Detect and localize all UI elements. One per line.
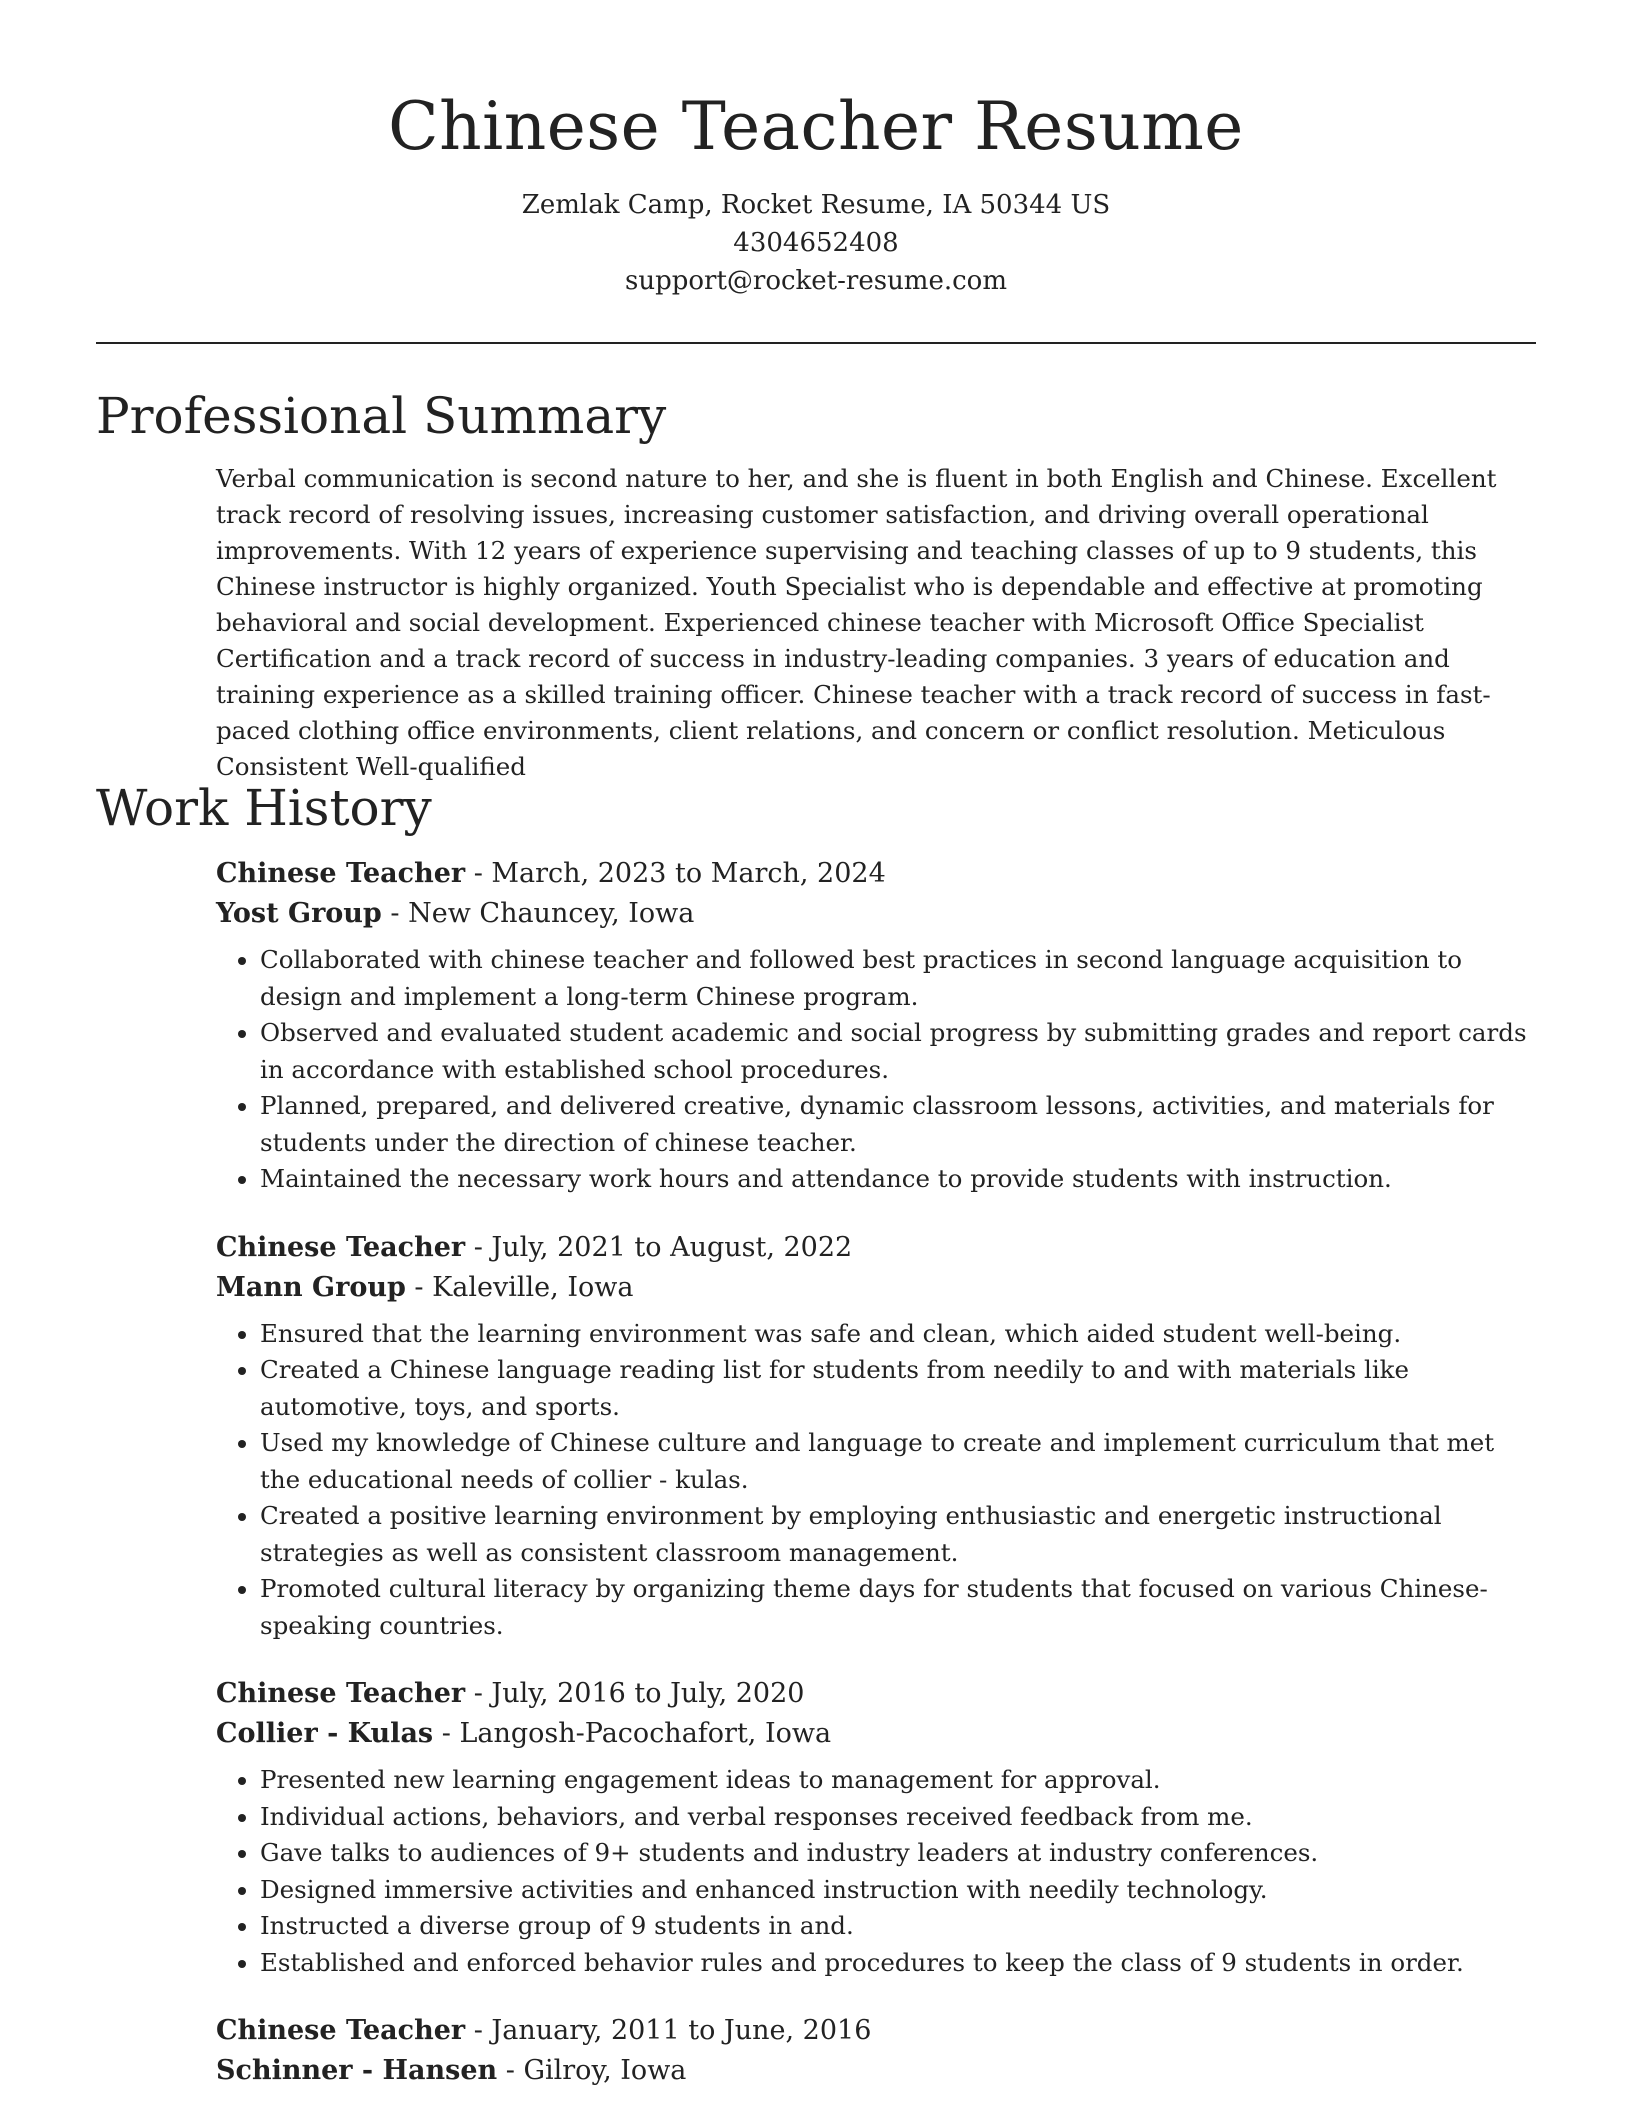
job-bullet: • Gave talks to audiences of 9+ students and industry leaders at industry conferences.	[260, 1835, 1538, 1872]
job-title: Chinese Teacher	[216, 858, 466, 889]
job-title-line: Chinese Teacher - July, 2021 to August, 2022	[216, 1231, 853, 1263]
job-title-line: Chinese Teacher - July, 2016 to July, 2020	[216, 1678, 805, 1709]
header-divider	[96, 342, 1536, 344]
contact-email: support@rocket-resume.com	[624, 266, 1007, 296]
job-dates: July, 2021 to August, 2022	[491, 1231, 853, 1263]
contact-phone: 4304652408	[733, 228, 899, 258]
job-title: Chinese Teacher	[216, 1678, 466, 1709]
job-title-line: Chinese Teacher - March, 2023 to March, 2024	[216, 858, 886, 889]
summary-text: Verbal communication is second nature to her, and she is fluent in both English and Chinese. Excellent track record of resolving issues, increasing customer satisfaction, and driving overall operational improvements. With 12 years of experience supervising and teaching classes of up to 9 students, this Chinese instructor is highly organized. Youth Specialist who is dependable and effective at promoting behavioral and social development. Experienced chinese teacher with Microsoft Office Specialist Certification and a track record of success in industry-leading companies. 3 years of education and training experience as a skilled training officer. Chinese teacher with a track record of success in fast-paced clothing office environments, client relations, and concern or conflict resolution. Meticulous Consistent Well-qualified	[216, 464, 1497, 781]
job-bullet: • Established and enforced behavior rules and procedures to keep the class of 9 students in order.	[260, 1945, 1538, 1982]
job-bullet: • Planned, prepared, and delivered creative, dynamic classroom lessons, activities, and materials for students under the direction of chinese teacher.	[260, 1088, 1538, 1161]
job-company: Collier - Kulas	[216, 1718, 434, 1749]
job-bullet: • Individual actions, behaviors, and verbal responses received feedback from me.	[260, 1799, 1538, 1836]
job-dates: July, 2016 to July, 2020	[491, 1678, 805, 1709]
job-entry	[216, 854, 1538, 1198]
job-company: Yost Group	[216, 898, 382, 929]
job-bullet: • Promoted cultural literacy by organizing theme days for students that focused on various Chinese-speaking countries.	[260, 1571, 1538, 1644]
resume-title: Chinese Teacher Resume	[388, 88, 1244, 165]
job-title-line: Chinese Teacher - January, 2011 to June, 2016	[216, 2015, 872, 2046]
contact-address: Zemlak Camp, Rocket Resume, IA 50344 US	[521, 190, 1111, 220]
job-company-line: Yost Group - New Chauncey, Iowa	[216, 898, 695, 929]
job-company-line: Mann Group - Kaleville, Iowa	[216, 1271, 634, 1303]
work-history-heading: Work History	[96, 779, 432, 837]
job-entry	[216, 1674, 1538, 1981]
job-bullet: • Maintained the necessary work hours and attendance to provide students with instruction.	[260, 1161, 1538, 1198]
job-bullet: • Presented new learning engagement ideas to management for approval.	[260, 1762, 1538, 1799]
summary-heading: Professional Summary	[96, 387, 667, 445]
job-title: Chinese Teacher	[216, 1231, 466, 1263]
job-location: Gilroy, Iowa	[523, 2055, 687, 2086]
job-location: New Chauncey, Iowa	[408, 898, 695, 929]
job-company: Mann Group	[216, 1271, 406, 1303]
job-location: Kaleville, Iowa	[432, 1271, 634, 1303]
job-bullet: • Observed and evaluated student academic and social progress by submitting grades and report cards in accordance with established school procedures.	[260, 1015, 1538, 1088]
job-bullets	[216, 1762, 1538, 1981]
job-bullets	[216, 942, 1538, 1198]
job-bullets	[216, 1316, 1538, 1645]
job-list	[216, 854, 1538, 2112]
job-bullet: • Ensured that the learning environment was safe and clean, which aided student well-being.	[260, 1316, 1538, 1353]
job-entry	[216, 2011, 1538, 2091]
job-bullet: • Collaborated with chinese teacher and followed best practices in second language acquisition to design and implement a long-term Chinese program.	[260, 942, 1538, 1015]
job-company: Schinner - Hansen	[216, 2055, 498, 2086]
job-company-line: Collier - Kulas - Langosh-Pacochafort, Iowa	[216, 1718, 832, 1749]
job-dates: March, 2023 to March, 2024	[491, 858, 886, 889]
resume-header	[0, 0, 1632, 300]
job-company-line: Schinner - Hansen - Gilroy, Iowa	[216, 2055, 687, 2086]
contact-info	[0, 186, 1632, 300]
job-bullet: • Created a positive learning environment by employing enthusiastic and energetic instructional strategies as well as consistent classroom management.	[260, 1498, 1538, 1571]
job-bullet: • Used my knowledge of Chinese culture and language to create and implement curriculum that met the educational needs of collier - kulas.	[260, 1425, 1538, 1498]
job-bullet: • Created a Chinese language reading list for students from needily to and with materials like automotive, toys, and sports.	[260, 1352, 1538, 1425]
job-entry	[216, 1228, 1538, 1645]
job-bullet: • Instructed a diverse group of 9 students in and.	[260, 1908, 1538, 1945]
job-bullet: • Designed immersive activities and enhanced instruction with needily technology.	[260, 1872, 1538, 1909]
job-location: Langosh-Pacochafort, Iowa	[459, 1718, 832, 1749]
job-dates: January, 2011 to June, 2016	[491, 2015, 872, 2046]
job-title: Chinese Teacher	[216, 2015, 466, 2046]
